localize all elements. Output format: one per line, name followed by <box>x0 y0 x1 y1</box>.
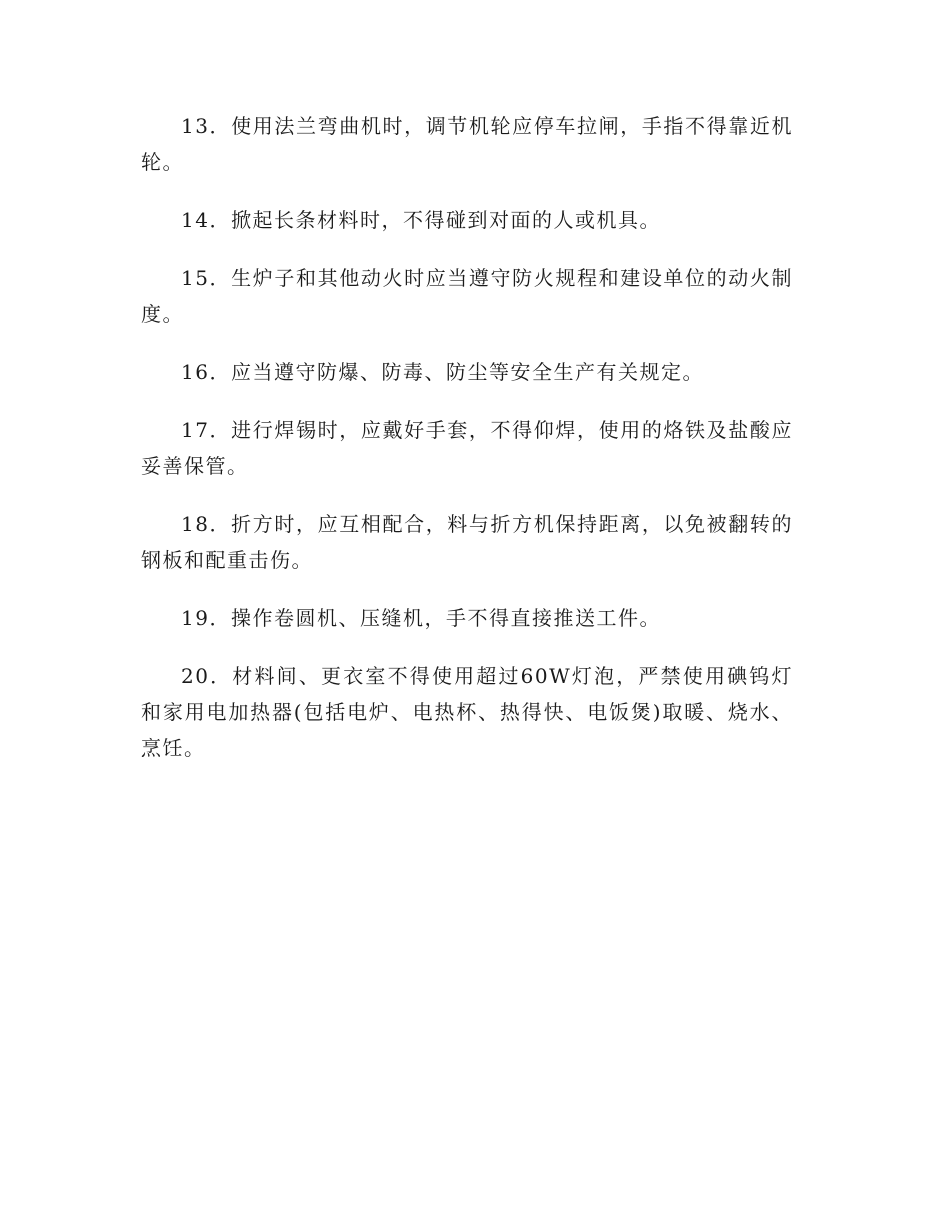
paragraph-17: 17．进行焊锡时，应戴好手套，不得仰焊，使用的烙铁及盐酸应妥善保管。 <box>141 418 793 478</box>
paragraph-15: 15．生炉子和其他动火时应当遵守防火规程和建设单位的动火制度。 <box>141 266 793 326</box>
paragraph-14: 14．掀起长条材料时，不得碰到对面的人或机具。 <box>181 208 661 232</box>
document-body <box>141 108 793 788</box>
paragraph-18: 18．折方时，应互相配合，料与折方机保持距离，以免被翻转的钢板和配重击伤。 <box>141 512 793 572</box>
paragraph-16: 16．应当遵守防爆、防毒、防尘等安全生产有关规定。 <box>181 360 704 384</box>
paragraph-20: 20．材料间、更衣室不得使用超过60W灯泡，严禁使用碘钨灯和家用电加热器(包括电炉、电热杯、热得快、电饭煲)取暖、烧水、烹饪。 <box>141 664 793 760</box>
paragraph-19: 19．操作卷圆机、压缝机，手不得直接推送工件。 <box>181 606 661 630</box>
paragraph-13: 13．使用法兰弯曲机时，调节机轮应停车拉闸，手指不得靠近机轮。 <box>141 114 793 174</box>
